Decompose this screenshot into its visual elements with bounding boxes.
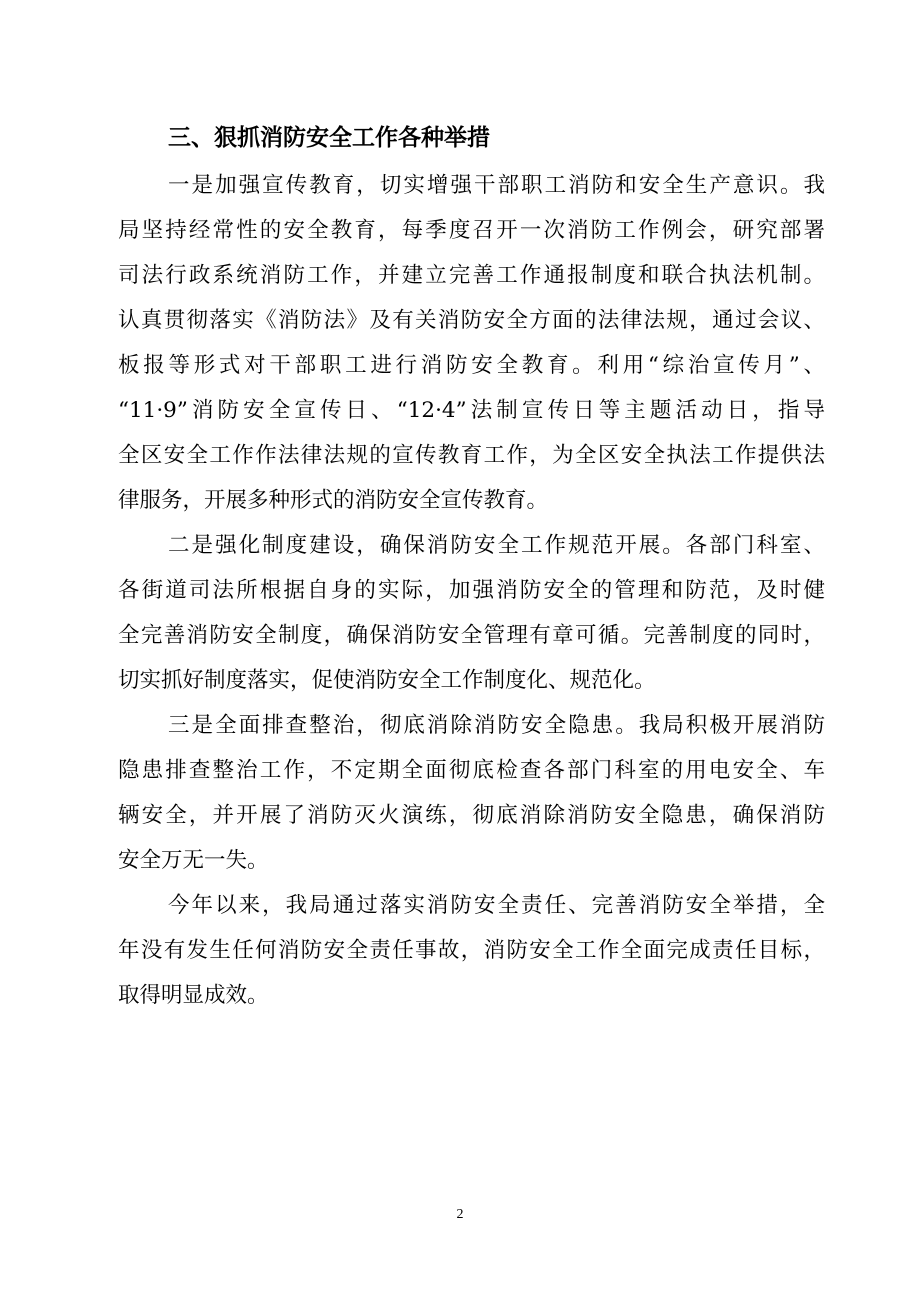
text-line: 今年以来，我局通过落实消防安全责任、完善消防安全举措，全 bbox=[168, 893, 825, 918]
section-heading: 三、狠抓消防安全工作各种举措 bbox=[168, 125, 490, 151]
text-line: 年没有发生任何消防安全责任事故，消防安全工作全面完成责任目标， bbox=[118, 938, 825, 963]
text-line: 司法行政系统消防工作，并建立完善工作通报制度和联合执法机制。 bbox=[118, 263, 825, 288]
text-line: 全区安全工作作法律法规的宣传教育工作，为全区安全执法工作提供法 bbox=[118, 443, 825, 468]
text-line: 隐患排查整治工作，不定期全面彻底检查各部门科室的用电安全、车 bbox=[118, 758, 825, 783]
document-body bbox=[118, 163, 825, 1018]
text-line: 板报等形式对干部职工进行消防安全教育。利用“综治宣传月”、 bbox=[118, 353, 825, 378]
text-line: 取得明显成效。 bbox=[118, 983, 269, 1008]
page-number: 2 bbox=[456, 1207, 464, 1222]
text-line: 认真贯彻落实《消防法》及有关消防安全方面的法律法规，通过会议、 bbox=[118, 308, 825, 333]
text-line: 三是全面排查整治，彻底消除消防安全隐患。我局积极开展消防 bbox=[168, 713, 825, 738]
paragraph-publicity-education bbox=[118, 163, 825, 523]
paragraph-hazard-inspection bbox=[118, 703, 825, 883]
text-line: 一是加强宣传教育，切实增强干部职工消防和安全生产意识。我 bbox=[168, 173, 825, 198]
text-line: 辆安全，并开展了消防灭火演练，彻底消除消防安全隐患，确保消防 bbox=[118, 803, 825, 828]
text-line: 律服务，开展多种形式的消防安全宣传教育。 bbox=[118, 488, 549, 513]
text-line: “11·9”消防安全宣传日、“12·4”法制宣传日等主题活动日，指导 bbox=[118, 398, 825, 423]
text-line: 各街道司法所根据自身的实际，加强消防安全的管理和防范，及时健 bbox=[118, 578, 825, 603]
text-line: 二是强化制度建设，确保消防安全工作规范开展。各部门科室、 bbox=[168, 533, 825, 558]
text-line: 全完善消防安全制度，确保消防安全管理有章可循。完善制度的同时， bbox=[118, 623, 825, 648]
paragraph-system-building bbox=[118, 523, 825, 703]
text-line: 安全万无一失。 bbox=[118, 848, 269, 873]
text-line: 局坚持经常性的安全教育，每季度召开一次消防工作例会，研究部署 bbox=[118, 218, 825, 243]
paragraph-summary bbox=[118, 883, 825, 1018]
text-line: 切实抓好制度落实，促使消防安全工作制度化、规范化。 bbox=[118, 668, 656, 693]
